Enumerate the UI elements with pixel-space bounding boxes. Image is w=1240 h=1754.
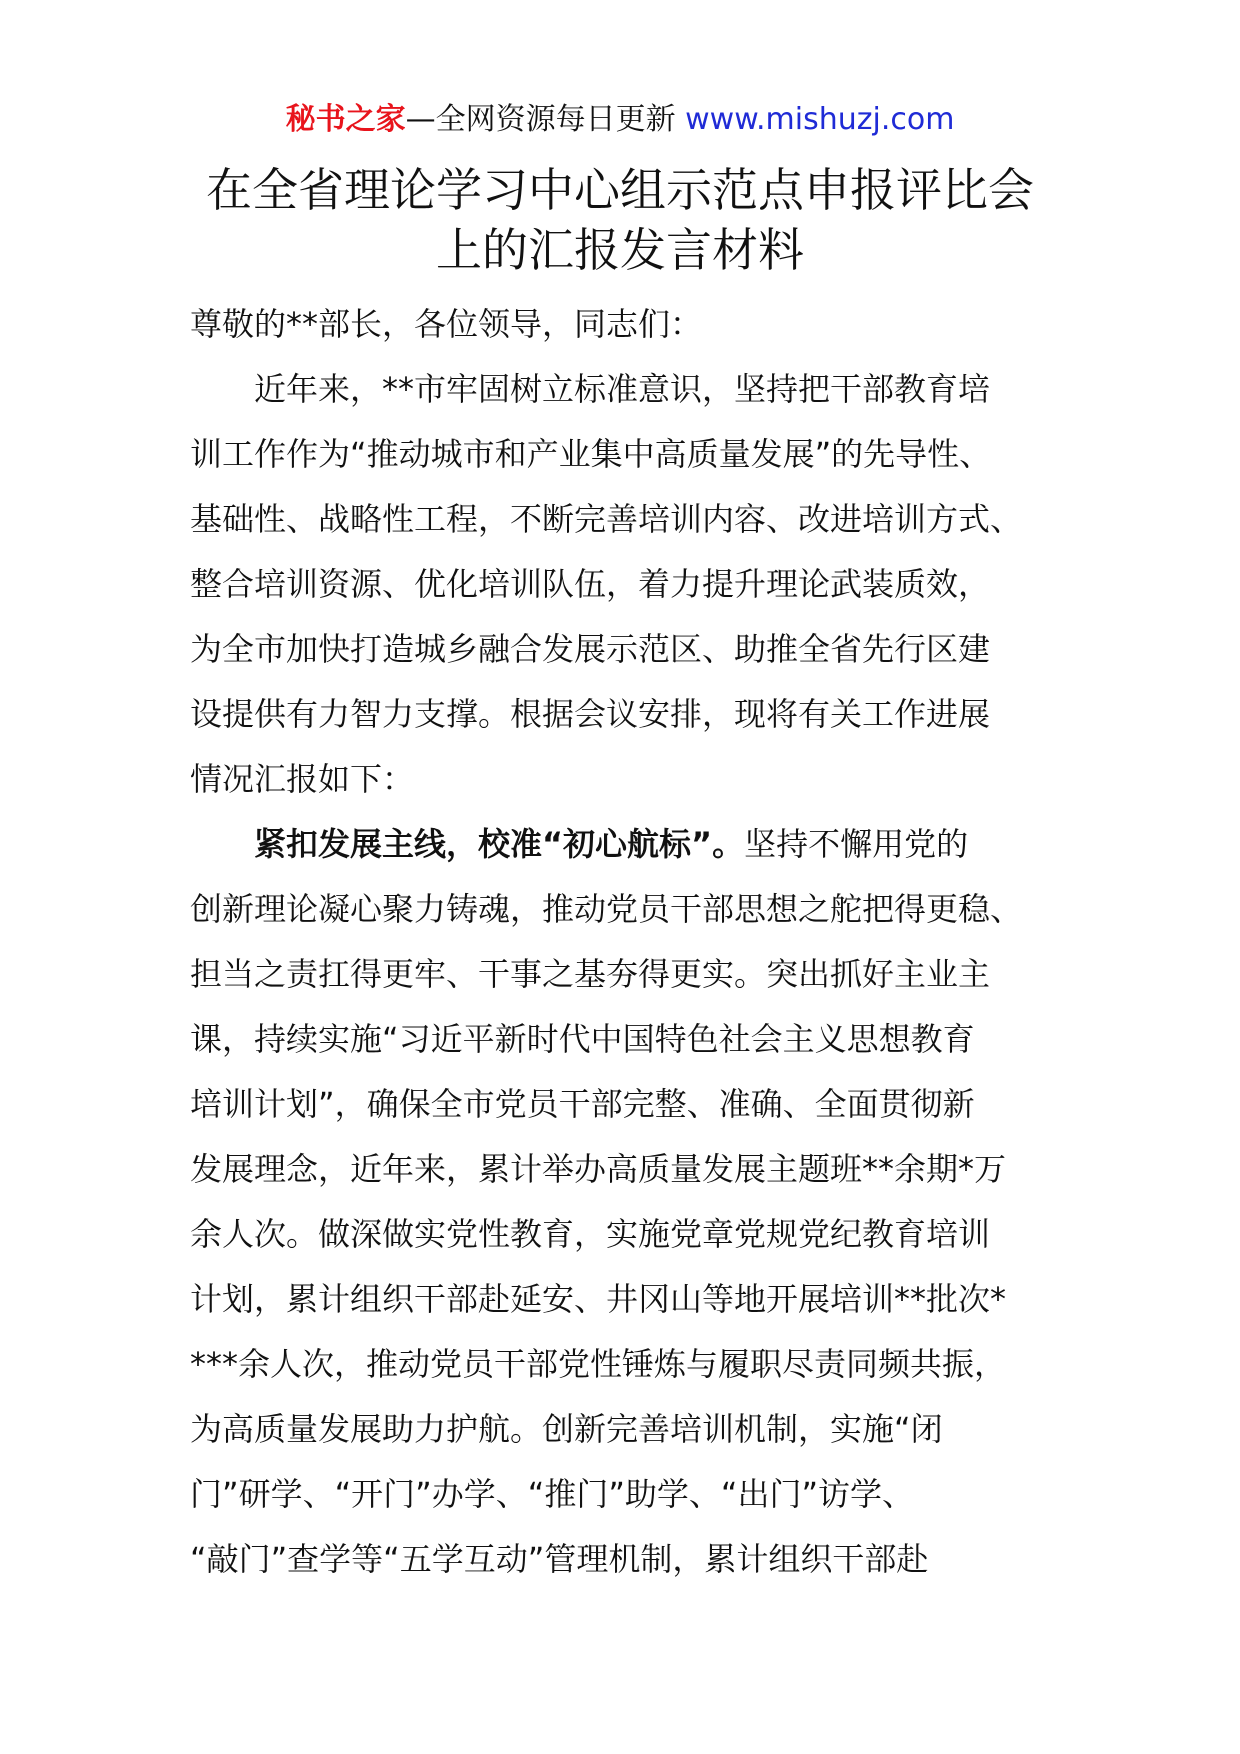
- site-banner: [0, 100, 1240, 140]
- paragraph-line: [190, 812, 1070, 877]
- paragraph-section-1: [190, 812, 1070, 1592]
- title-line-1: 在全省理论学习中心组示范点申报评比会: [206, 163, 1034, 217]
- paragraph-line: 情况汇报如下：: [190, 760, 415, 798]
- paragraph-line: 计划，累计组织干部赴延安、井冈山等地开展培训**批次*: [190, 1280, 1007, 1318]
- document-body: [190, 292, 1070, 1592]
- paragraph-line: 门”研学、“开门”办学、“推门”助学、“出门”访学、: [190, 1475, 915, 1513]
- salutation: 尊敬的**部长，各位领导，同志们：: [190, 305, 703, 343]
- paragraph-line: 近年来，**市牢固树立标准意识，坚持把干部教育培: [254, 370, 991, 408]
- paragraph-line: 课，持续实施“习近平新时代中国特色社会主义思想教育: [190, 1020, 975, 1058]
- paragraph-line: 基础性、战略性工程，不断完善培训内容、改进培训方式、: [190, 500, 1023, 538]
- title-line-2: 上的汇报发言材料: [436, 223, 804, 277]
- paragraph-line: “敲门”查学等“五学互动”管理机制，累计组织干部赴: [190, 1540, 929, 1578]
- paragraph-line: 整合培训资源、优化培训队伍，着力提升理论武装质效，: [190, 565, 991, 603]
- brand-name: 秘书之家: [285, 102, 406, 137]
- paragraph-text: 坚持不懈用党的: [744, 825, 969, 863]
- paragraph-line: 设提供有力智力支撑。根据会议安排，现将有关工作进展: [190, 695, 991, 733]
- paragraph-line: 训工作作为“推动城市和产业集中高质量发展”的先导性、: [190, 435, 992, 473]
- banner-tagline: —全网资源每日更新: [405, 102, 686, 137]
- document-title: [150, 160, 1090, 280]
- site-url-link[interactable]: www.mishuzj.com: [685, 102, 955, 137]
- paragraph-line: 担当之责扛得更牢、干事之基夯得更实。突出抓好主业主: [190, 955, 991, 993]
- paragraph-line: 余人次。做深做实党性教育，实施党章党规党纪教育培训: [190, 1215, 991, 1253]
- paragraph-line: ***余人次，推动党员干部党性锤炼与履职尽责同频共振，: [190, 1345, 1007, 1383]
- paragraph-line: 发展理念，近年来，累计举办高质量发展主题班**余期*万: [190, 1150, 1007, 1188]
- paragraph-line: 为高质量发展助力护航。创新完善培训机制，实施“闭: [190, 1410, 943, 1448]
- section-heading: 紧扣发展主线，校准“初心航标”。: [254, 825, 745, 863]
- paragraph-line: 创新理论凝心聚力铸魂，推动党员干部思想之舵把得更稳、: [190, 890, 1023, 928]
- paragraph-line: 为全市加快打造城乡融合发展示范区、助推全省先行区建: [190, 630, 991, 668]
- paragraph-intro: [190, 357, 1070, 812]
- paragraph-line: 培训计划”，确保全市党员干部完整、准确、全面贯彻新: [190, 1085, 975, 1123]
